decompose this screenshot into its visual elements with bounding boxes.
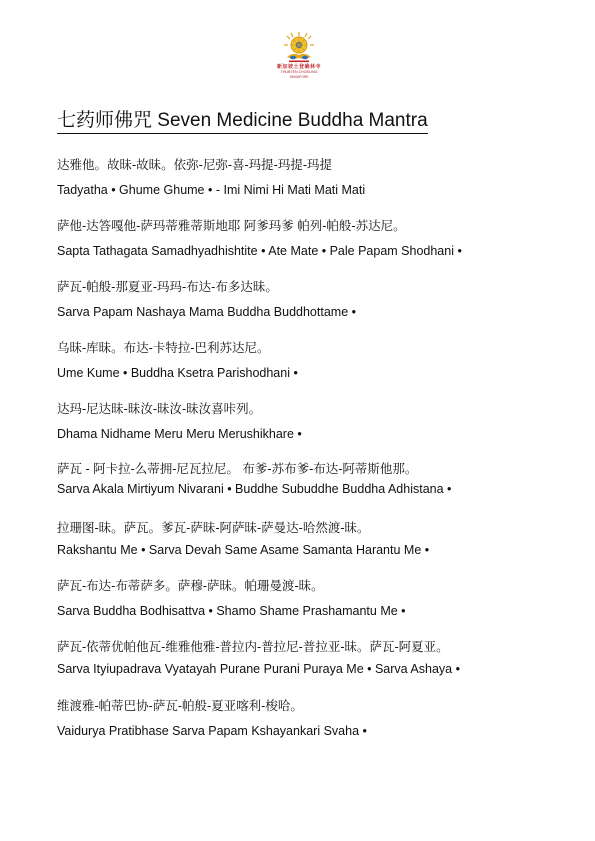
verse-romanized-text: Vaidurya Pratibhase Sarva Papam Kshayankari Svaha • [57,724,367,738]
verse-chinese-text: 萨瓦-帕般-那夏亚-玛玛-布达-布多达昧。 [57,280,278,294]
logo-english-name: THUBTEN CHOELING [280,70,318,74]
mantra-verse [57,578,547,619]
verse-chinese-text: 萨瓦-依蒂优帕他瓦-维雅他雅-普拉内-普拉尼-普拉亚-昧。萨瓦-阿夏亚。 [57,640,449,654]
verse-romanized-text: Sarva Buddha Bodhisattva • Shamo Shame Prashamantu Me • [57,604,406,618]
verse-chinese-text: 达雅他。故昧-故昧。依弥-尼弥-喜-玛提-玛提-玛提 [57,158,332,172]
mantra-verse [57,698,547,739]
dharma-wheel-emblem-icon [281,30,317,64]
mantra-verse [57,461,547,497]
logo-location: SINGAPORE [289,74,309,79]
logo-chinese-name: 新加坡土登确林寺 [276,64,321,70]
verse-romanized-text: Ume Kume • Buddha Ksetra Parishodhani • [57,366,298,380]
verse-chinese-text: 拉珊图-昧。萨瓦。爹瓦-萨昧-阿萨昧-萨曼达-哈然渡-昧。 [57,521,370,535]
temple-logo [269,30,329,94]
mantra-verse [57,639,547,677]
mantra-verse [57,340,547,381]
verse-romanized-text: Rakshantu Me • Sarva Devah Same Asame Samanta Harantu Me • [57,543,430,557]
verse-romanized-text: Sapta Tathagata Samadhyadhishtite • Ate Mate • Pale Papam Shodhani • [57,244,462,258]
verse-chinese-text: 达玛-尼达昧-昧汝-昧汝-昧汝喜咔列。 [57,402,262,416]
mantra-verse [57,401,547,442]
mantra-verse [57,157,547,198]
verse-romanized-text: Sarva Papam Nashaya Mama Buddha Buddhottame • [57,305,356,319]
mantra-verse [57,279,547,320]
mantra-verse [57,520,547,558]
page-title: 七药师佛咒 Seven Medicine Buddha Mantra [57,110,428,134]
verse-romanized-text: Dhama Nidhame Meru Meru Merushikhare • [57,427,302,441]
verse-romanized-text: Tadyatha • Ghume Ghume • - Imi Nimi Hi Mati Mati Mati [57,183,366,197]
verse-chinese-text: 萨瓦-布达-布蒂萨多。萨穆-萨昧。帕珊曼渡-昧。 [57,579,324,593]
verse-chinese-text: 维渡雅-帕蒂巴协-萨瓦-帕般-夏亚喀利-梭哈。 [57,699,303,713]
verse-chinese-text: 萨他-达答嘎他-萨玛蒂雅蒂斯地耶 阿爹玛爹 帕列-帕般-苏达尼。 [57,219,406,233]
verse-romanized-text: Sarva Ityiupadrava Vyatayah Purane Purani Puraya Me • Sarva Ashaya • [57,662,460,676]
verse-romanized-text: Sarva Akala Mirtiyum Nivarani • Buddhe Subuddhe Buddha Adhistana • [57,482,452,496]
verse-chinese-text: 乌昧-库昧。布达-卡特拉-巴利苏达尼。 [57,341,270,355]
mantra-verse [57,218,547,259]
verse-chinese-text: 萨瓦 - 阿卡拉-么蒂拥-尼瓦拉尼。 布爹-苏布爹-布达-阿蒂斯他那。 [57,462,418,476]
